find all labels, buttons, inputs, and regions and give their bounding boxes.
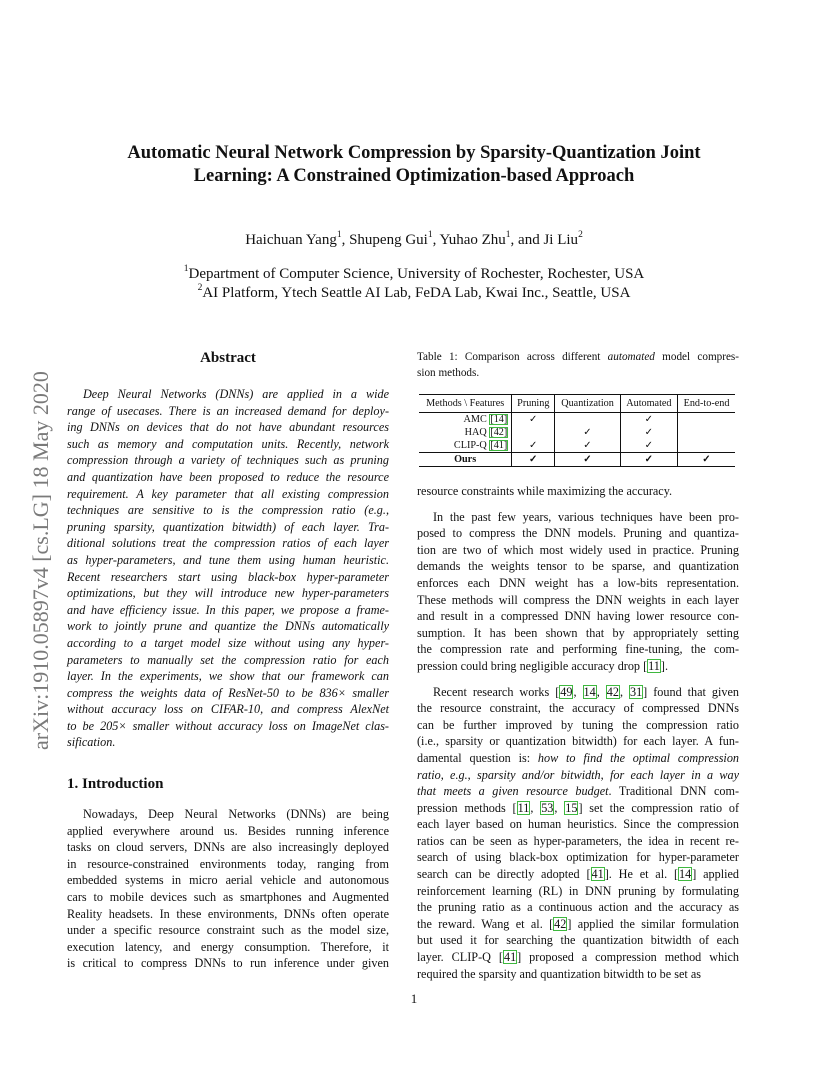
affiliation-mark: 2 <box>197 283 203 293</box>
abstract-line: Recent researchers start using black-box hyper-parameter <box>67 569 389 584</box>
caption-text: Comparison across different automated model compres- <box>464 351 740 363</box>
table-row <box>419 413 735 427</box>
intro-line: tasks on cloud servers, DNNs are also increasingly deployed <box>67 840 389 855</box>
empty-cell <box>512 426 555 439</box>
body-line: the resource constraint, the accuracy of compressed DNNs <box>417 701 739 716</box>
body-line: the reward. Wang et al. [42] applied the similar formulation <box>417 916 740 931</box>
abstract-line: Deep Neural Networks (DNNs) are applied in a wide <box>83 387 389 401</box>
intro-line: in resource-constrained environments today, ranging from <box>67 856 389 871</box>
body-line: sumption. It has been shown that by appropriately setting <box>417 625 739 640</box>
title-line-1: Automatic Neural Network Compression by Sparsity-Quantization Joint <box>127 143 701 163</box>
author-name: Shupeng Gui <box>349 232 428 248</box>
body-line: enforces each DNN weight has a low-bits representation. <box>417 575 739 590</box>
abstract-line: as hyper-parameters, and tune them using human heuristic. <box>67 552 389 567</box>
citation-link[interactable]: 15 <box>565 800 578 815</box>
abstract-line: such as memory and computation units. Recently, network <box>67 436 389 451</box>
method-name: HAQ <box>464 427 487 438</box>
method-cell <box>419 426 512 439</box>
abstract-line: and have efficiency issue. In this paper, we propose a frame- <box>67 602 389 617</box>
intro-line: applied everywhere around us. Besides running inference <box>67 823 389 838</box>
caption-line: sion methods. <box>417 366 480 379</box>
body-line: tion are two of which most widely used in practice. Pruning <box>417 542 739 557</box>
abstract-line: compression through a variety of techniques such as pruning <box>67 453 389 468</box>
body-line: the compression rate and performing fine-tuning, the com- <box>417 642 739 657</box>
title-line-2: Learning: A Constrained Optimization-based Approach <box>193 166 635 186</box>
abstract-heading: Abstract <box>200 350 256 366</box>
citation-link[interactable]: 42 <box>606 684 619 699</box>
citation-link[interactable]: 49 <box>560 684 573 699</box>
body-line: but used it for searching the quantization bitwidth of each <box>417 933 739 948</box>
citation-link[interactable]: 31 <box>629 684 643 699</box>
column-header: Quantization <box>555 395 620 413</box>
author-affil-mark: 1 <box>336 230 342 240</box>
affiliation-mark: 1 <box>183 264 189 274</box>
body-line: and result in a compressed DNN having lower resource con- <box>417 609 739 624</box>
abstract-line: range of usecases. There is an increased demand for deploy- <box>67 403 389 418</box>
abstract-line: ing DNNs on devices that do not have abundant resources <box>67 420 389 435</box>
citation-link[interactable]: [41] <box>490 440 508 451</box>
intro-line: embedded systems in micro aerial vehicle and autonomous <box>67 873 389 888</box>
paragraph <box>417 509 739 675</box>
intro-line: cars to mobile devices such as smartphones and Augmented <box>67 889 389 904</box>
body-line: each layer based on human heuristics. Since the compression <box>417 817 739 832</box>
page-number: 1 <box>410 991 418 1006</box>
citation-link[interactable]: 11 <box>517 800 530 815</box>
abstract-line: requirement. A key parameter that all existing compression <box>67 486 389 501</box>
citation-link[interactable]: 42 <box>554 916 567 931</box>
author-affil-mark: 1 <box>505 230 511 240</box>
abstract-line: parameters to manually set the compression ratio for each <box>67 652 389 667</box>
body-line: the pruning ratio as a continuous action and the accuracy as <box>417 900 739 915</box>
author-affil-mark: 2 <box>578 230 583 240</box>
body-line: posed to compress the DNN models. Pruning and quantiza- <box>417 526 739 541</box>
intro-line: is critical to compress DNNs to run inference under given <box>67 956 389 971</box>
affiliation-text: AI Platform, Ytech Seattle AI Lab, FeDA Lab, Kwai Inc., Seattle, USA <box>202 285 631 301</box>
abstract-line: work to jointly prune and quantize the DNNs automatically <box>67 619 389 634</box>
abstract-line: compress the weights data of ResNet-50 to be 836× smaller <box>67 685 389 700</box>
affiliation-text: Department of Computer Science, University of Rochester, Rochester, USA <box>188 266 645 282</box>
author-affil-mark: 1 <box>427 230 433 240</box>
empty-cell <box>555 413 620 427</box>
check-mark-icon: ✓ <box>555 439 620 453</box>
affiliation-2 <box>60 284 768 303</box>
right-column-body <box>417 483 739 982</box>
author-list: Haichuan Yang$^1$, Shupeng Gui$^1$, Yuhao Zhu$^1$, and Ji Liu$^2$ <box>245 230 583 248</box>
method-name: CLIP-Q <box>453 440 487 451</box>
method-name: Ours <box>454 454 477 465</box>
abstract-line: pruning sparsity, quantization bitwidth) of each layer. Tra- <box>67 519 389 534</box>
abstract-line: to be 205× smaller without accuracy loss on ImageNet clas- <box>67 718 389 733</box>
check-mark-icon: ✓ <box>620 453 677 467</box>
abstract-line: layer. In the experiments, we show that our framework can <box>67 669 389 684</box>
body-line: damental question is: how to find the optimal compression <box>417 750 740 765</box>
arxiv-id: arXiv:1910.05897v4 [cs.LG] 18 May 2020 <box>28 371 53 750</box>
body-line: resource constraints while maximizing the accuracy. <box>417 484 673 498</box>
citation-link[interactable]: 41 <box>503 950 517 965</box>
method-cell <box>419 453 512 467</box>
column-header: End-to-end <box>678 395 735 413</box>
introduction-body <box>67 806 389 972</box>
body-line: ratios can be seen as hyper-parameters, the idea in recent re- <box>417 833 739 848</box>
body-line: required the sparsity and quantization bitwidth to be set as <box>417 966 701 981</box>
abstract-line: and quantization have been proposed to reduce the resource <box>67 469 389 484</box>
arxiv-stamp <box>18 280 58 750</box>
abstract-body <box>67 386 389 751</box>
abstract-line: according to a target model size without using any hyper- <box>67 635 389 650</box>
body-line: reinforcement learning (RL) in DNN pruning by formulating <box>417 883 739 898</box>
citation-link[interactable]: 14 <box>583 684 596 699</box>
body-line: pression methods [11, 53, 15] set the compression ratio of <box>417 800 740 815</box>
abstract-line: optimizations, but they will introduce new hyper-parameters <box>67 586 389 601</box>
abstract-line: techniques are sensitive to is the compression ratio (e.g., <box>67 503 389 518</box>
column-header: Methods \ Features <box>426 398 505 409</box>
check-mark-icon: ✓ <box>678 453 735 467</box>
citation-link[interactable]: 14 <box>679 867 692 882</box>
body-line: ratio, e.g., sparsity and/or bitwidth, for each layer in a way <box>417 767 739 782</box>
caption-label: Table 1: <box>417 351 458 363</box>
comparison-table <box>419 394 735 467</box>
citation-link[interactable]: [14] <box>490 414 508 425</box>
intro-line: Nowadays, Deep Neural Networks (DNNs) are being <box>83 807 389 821</box>
citation-link[interactable]: 11 <box>648 658 660 673</box>
intro-line: under a specific resource constraint such as the model size, <box>67 923 389 938</box>
check-mark-icon: ✓ <box>620 439 677 453</box>
table-caption <box>417 350 739 381</box>
empty-cell <box>678 426 735 439</box>
body-line: can be further improved by tuning the compression ratio <box>417 717 739 732</box>
empty-cell <box>678 439 735 453</box>
body-line: that meets a given resource budget. Traditional DNN com- <box>417 784 739 799</box>
caption-line <box>417 350 739 366</box>
body-line: search of using black-box optimization for hyper-parameter <box>417 850 739 865</box>
paper-title <box>60 142 768 188</box>
author-name: Haichuan Yang <box>245 232 337 248</box>
paragraph <box>417 684 739 983</box>
check-mark-icon: ✓ <box>620 413 677 427</box>
intro-line: Reality headsets. In these environments, DNNs often operate <box>67 906 389 921</box>
body-line: Recent research works [49, 14, 42, 31] found that given <box>433 684 740 699</box>
method-name: AMC <box>463 414 487 425</box>
intro-line: execution latency, and energy consumption. Therefore, it <box>67 939 389 954</box>
abstract-line: ditional solutions treat the compression ratios of each layer <box>67 536 389 551</box>
check-mark-icon: ✓ <box>512 413 555 427</box>
check-mark-icon: ✓ <box>512 439 555 453</box>
abstract-line: without accuracy loss on CIFAR-10, and compress AlexNet <box>67 702 389 717</box>
author-name: Ji Liu <box>543 232 579 248</box>
method-cell <box>419 439 512 453</box>
body-line: In the past few years, various techniques have been pro- <box>433 509 739 524</box>
method-cell <box>419 413 512 427</box>
check-mark-icon: ✓ <box>620 426 677 439</box>
body-line: (i.e., sparsity or quantization bitwidth) for each layer. A fun- <box>417 734 739 749</box>
table-row <box>419 426 735 439</box>
check-mark-icon: ✓ <box>555 453 620 467</box>
table-header-row <box>419 395 735 413</box>
body-line: search can be directly adopted [41]. He et al. [14] applied <box>417 867 739 882</box>
check-mark-icon: ✓ <box>512 453 555 467</box>
citation-link[interactable]: [42] <box>490 427 508 438</box>
affiliations <box>60 265 768 303</box>
section-heading-introduction: 1. Introduction <box>67 776 164 792</box>
affiliation-1 <box>60 265 768 284</box>
body-line: These methods will compress the DNN weights in each layer <box>417 592 739 607</box>
citation-link[interactable]: 41 <box>591 867 604 882</box>
abstract-line: sification. <box>67 735 116 750</box>
column-header: Automated <box>620 395 677 413</box>
author-name: Yuhao Zhu <box>439 232 506 248</box>
table-row <box>419 439 735 453</box>
column-header: Pruning <box>512 395 555 413</box>
check-mark-icon: ✓ <box>555 426 620 439</box>
table-row <box>419 453 735 467</box>
body-line: pression could bring negligible accuracy drop [11]. <box>417 658 668 673</box>
empty-cell <box>678 413 735 427</box>
body-line: demands the weights tensor to be sparse, and quantization <box>417 559 739 574</box>
citation-link[interactable]: 53 <box>541 800 554 815</box>
body-line: layer. CLIP-Q [41] proposed a compression method which <box>417 950 739 965</box>
